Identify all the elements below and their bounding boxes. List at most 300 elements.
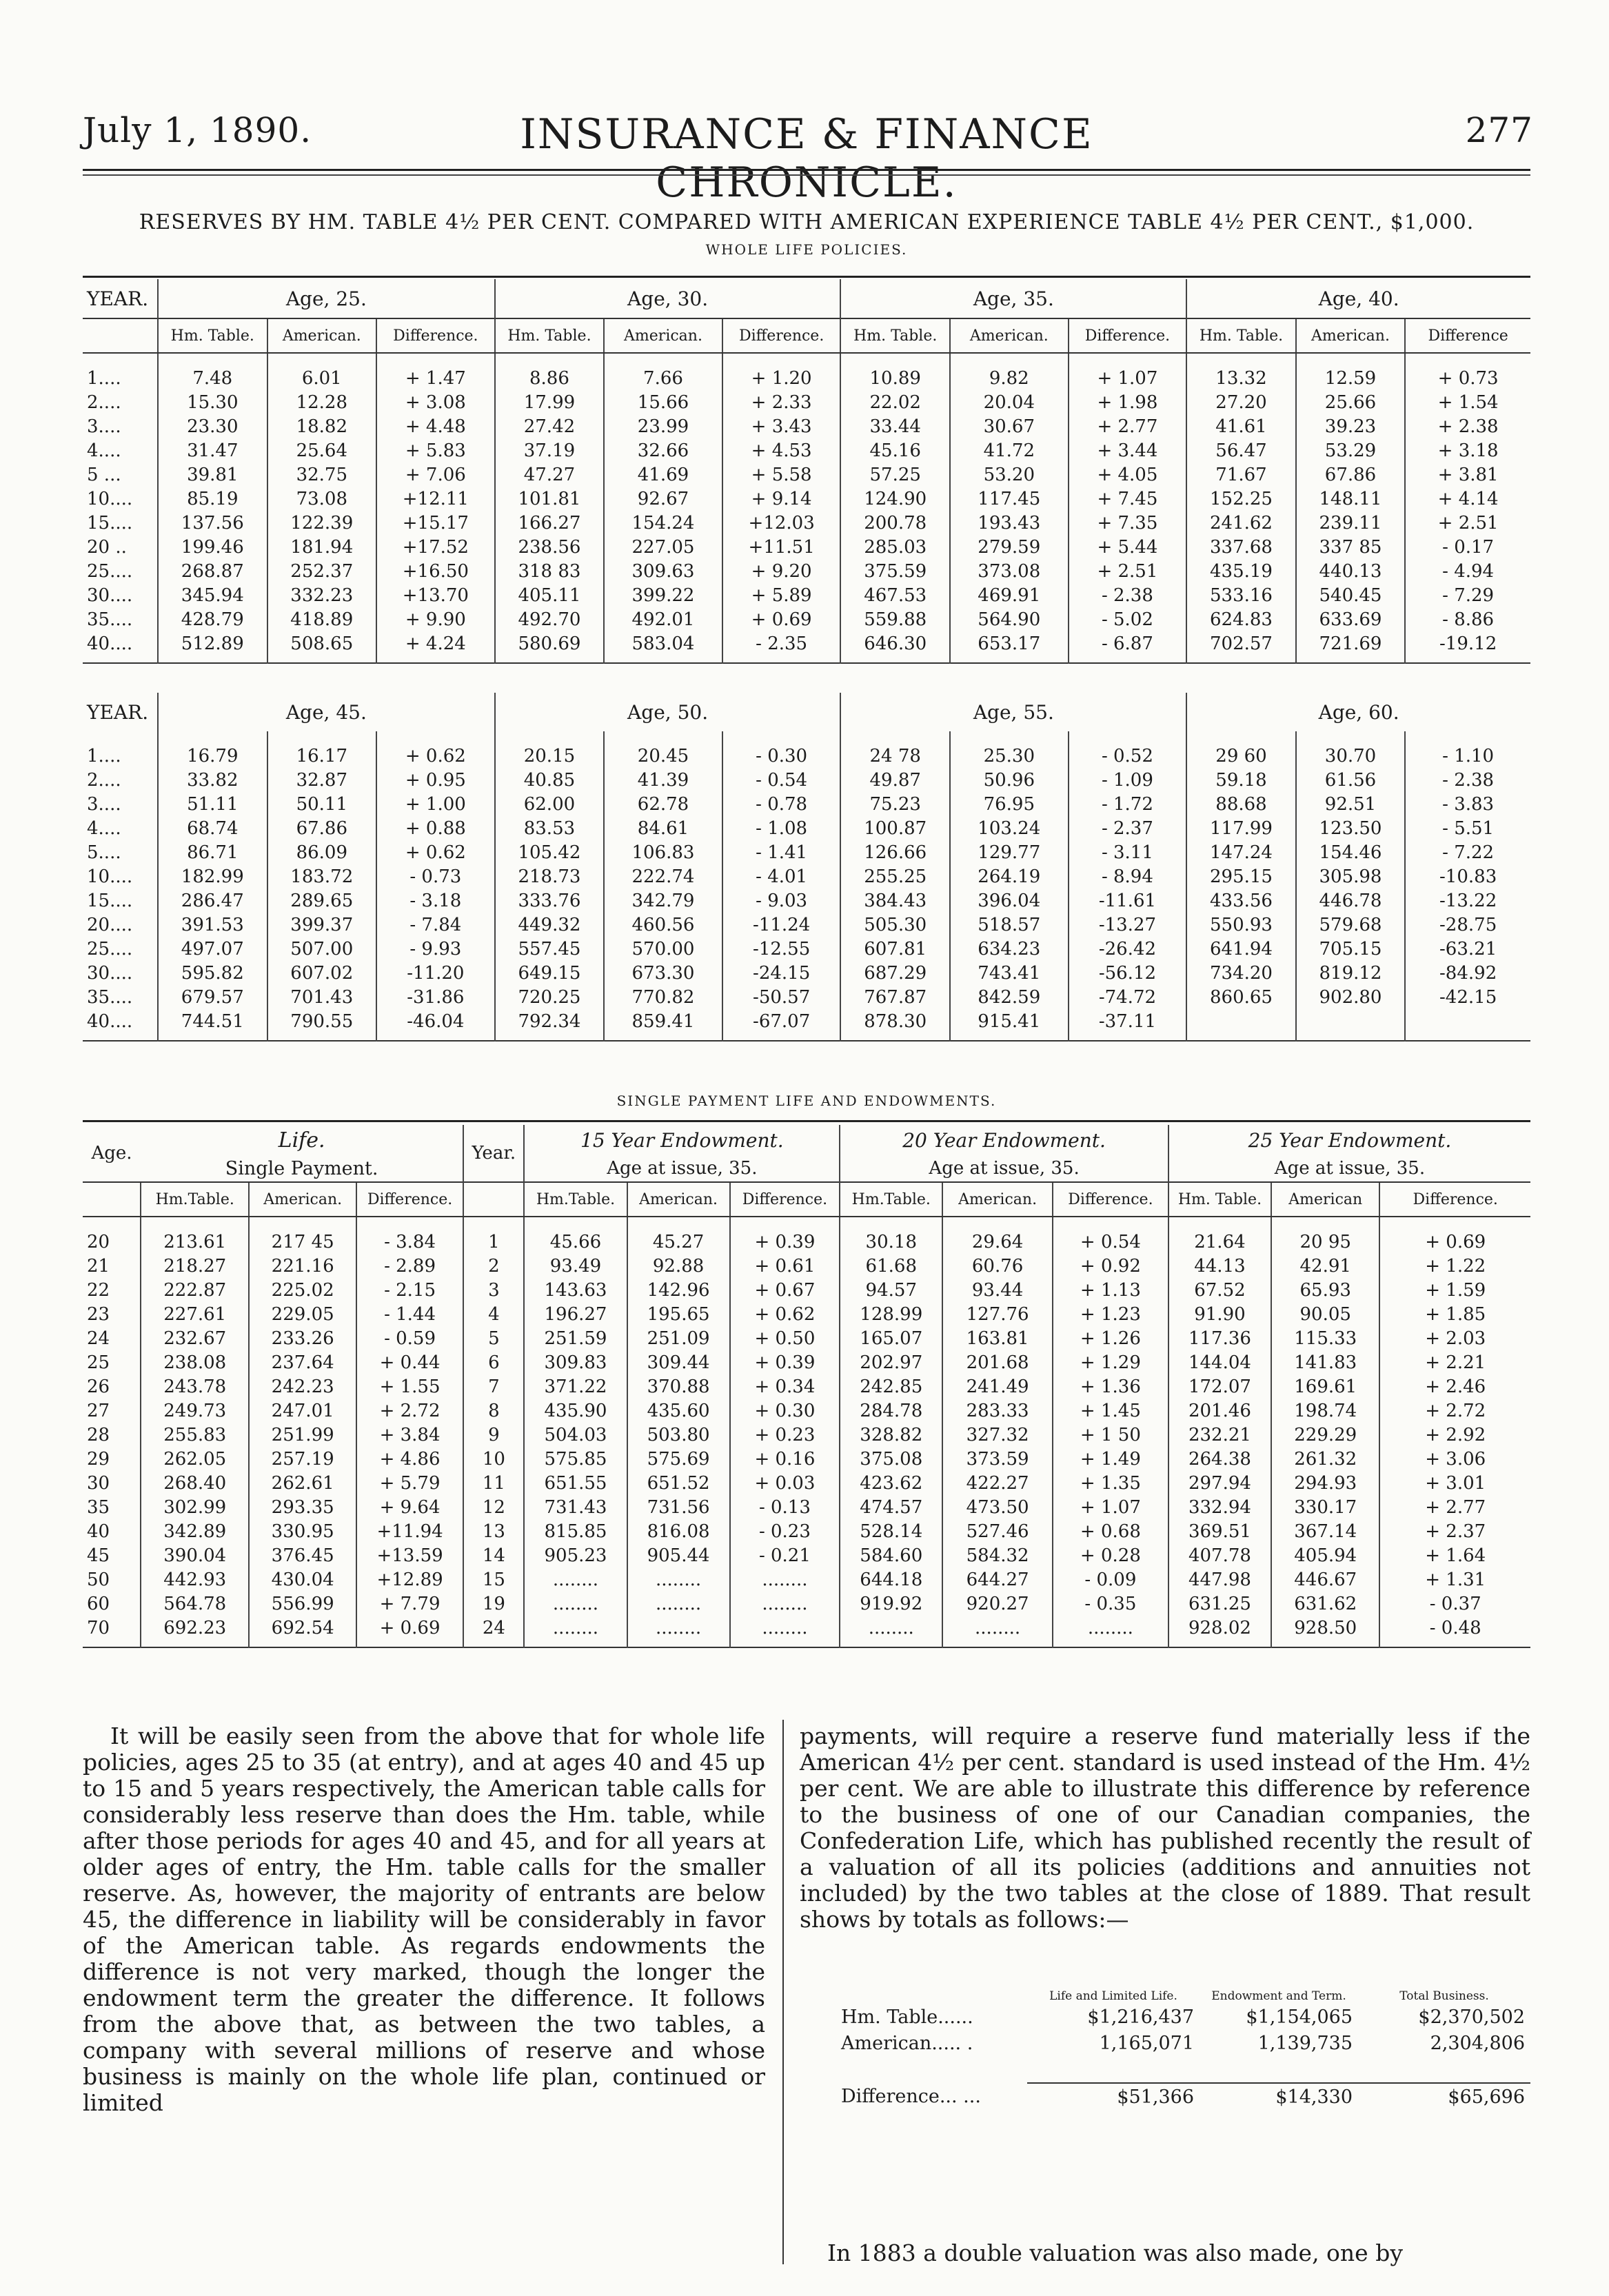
- table-cell: 920.27: [942, 1592, 1053, 1616]
- table-cell: +12.11: [376, 487, 495, 511]
- table-cell: + 2.51: [1405, 511, 1530, 535]
- table-cell: + 1.85: [1379, 1302, 1530, 1326]
- table-cell: 692.54: [249, 1616, 356, 1647]
- table-cell: 492.70: [495, 607, 605, 631]
- table-cell: 14: [463, 1543, 524, 1567]
- table-cell: 117.99: [1186, 816, 1296, 840]
- table-cell: - 6.87: [1069, 631, 1187, 663]
- table-cell: 6: [463, 1350, 524, 1374]
- table-cell: 251.99: [249, 1423, 356, 1447]
- table-cell: 227.05: [604, 535, 722, 559]
- table-cell: + 2.77: [1069, 414, 1187, 438]
- table-cell: 222.74: [604, 864, 722, 888]
- table-cell: 51.11: [158, 792, 267, 816]
- totals-value: $65,696: [1358, 2083, 1530, 2110]
- table-cell: - 0.13: [730, 1495, 840, 1519]
- page-number: 277: [1465, 110, 1533, 150]
- table-cell: 25.64: [267, 438, 377, 463]
- table-cell: + 0.30: [730, 1399, 840, 1423]
- table-cell: + 9.20: [722, 559, 841, 583]
- table-cell: - 0.54: [722, 768, 841, 792]
- table-cell: 238.08: [141, 1350, 249, 1374]
- table-cell: 435.60: [627, 1399, 730, 1423]
- table-row: [83, 1374, 1530, 1399]
- table-cell: 144.04: [1168, 1350, 1271, 1374]
- table-cell: + 2.21: [1379, 1350, 1530, 1374]
- table-cell: 559.88: [840, 607, 950, 631]
- table-cell: 447.98: [1168, 1567, 1271, 1592]
- table-cell: 27.42: [495, 414, 605, 438]
- table-cell: + 5.44: [1069, 535, 1187, 559]
- table-cell: 93.44: [942, 1278, 1053, 1302]
- table-cell: 550.93: [1186, 913, 1296, 937]
- table-cell: 731.43: [524, 1495, 627, 1519]
- column-header: Hm.Table.: [141, 1182, 249, 1217]
- row-label: 2....: [87, 392, 121, 413]
- table-cell: 701.43: [267, 985, 377, 1009]
- table-cell: 474.57: [840, 1495, 942, 1519]
- table-cell: + 2.92: [1379, 1423, 1530, 1447]
- table-cell: + 0.61: [730, 1254, 840, 1278]
- table-cell: - 0.37: [1379, 1592, 1530, 1616]
- table-cell: 11: [463, 1471, 524, 1495]
- table-cell: 94.57: [840, 1278, 942, 1302]
- table-row: [83, 985, 1530, 1009]
- table-row: [83, 1543, 1530, 1567]
- table-cell: 21.64: [1168, 1217, 1271, 1254]
- table-cell: 2: [463, 1254, 524, 1278]
- table-cell: -13.27: [1069, 913, 1187, 937]
- table-cell: + 7.06: [376, 463, 495, 487]
- group-title: 25 Year Endowment.: [1248, 1128, 1452, 1152]
- table-cell: 268.40: [141, 1471, 249, 1495]
- table-cell: 27.20: [1186, 390, 1296, 414]
- table-row: [83, 1567, 1530, 1592]
- table-cell: 584.60: [840, 1543, 942, 1567]
- table-cell: 16.17: [267, 731, 377, 768]
- table-cell: 143.63: [524, 1278, 627, 1302]
- row-label: 1....: [87, 367, 121, 389]
- table-cell: [1186, 1009, 1296, 1041]
- table-cell: 641.94: [1186, 937, 1296, 961]
- table-cell: + 0.39: [730, 1217, 840, 1254]
- totals-value: 1,165,071: [1099, 2032, 1194, 2054]
- table-cell: 37.19: [495, 438, 605, 463]
- table-cell: - 1.41: [722, 840, 841, 864]
- table-cell: 255.83: [141, 1423, 249, 1447]
- row-label: 45: [87, 1545, 110, 1566]
- table-cell: 7.66: [604, 353, 722, 390]
- table-cell: 20.45: [604, 731, 722, 768]
- table-cell: 289.65: [267, 888, 377, 913]
- table-cell: 405.11: [495, 583, 605, 607]
- table-cell: -11.20: [376, 961, 495, 985]
- totals-value: $2,370,502: [1418, 2006, 1525, 2028]
- table-cell: 405.94: [1271, 1543, 1379, 1567]
- table-cell: + 3.43: [722, 414, 841, 438]
- table-cell: + 0.54: [1053, 1217, 1168, 1254]
- table-cell: 41.39: [604, 768, 722, 792]
- table-row: [83, 792, 1530, 816]
- table-cell: + 0.23: [730, 1423, 840, 1447]
- row-label: 25....: [87, 560, 133, 582]
- table-cell: 261.32: [1271, 1447, 1379, 1471]
- table-cell: 399.37: [267, 913, 377, 937]
- table-cell: 816.08: [627, 1519, 730, 1543]
- table-cell: + 1.20: [722, 353, 841, 390]
- table-cell: 196.27: [524, 1302, 627, 1326]
- table-row: [83, 535, 1530, 559]
- table-cell: 390.04: [141, 1543, 249, 1567]
- table-cell: + 1 50: [1053, 1423, 1168, 1447]
- table-cell: +17.52: [376, 535, 495, 559]
- table-cell: 222.87: [141, 1278, 249, 1302]
- table-cell: 103.24: [950, 816, 1069, 840]
- table-cell: - 8.94: [1069, 864, 1187, 888]
- table-cell: 440.13: [1296, 559, 1406, 583]
- column-header: American.: [604, 318, 722, 353]
- table-cell: 47.27: [495, 463, 605, 487]
- table-cell: 147.24: [1186, 840, 1296, 864]
- table-row: [83, 390, 1530, 414]
- paragraph: payments, will require a reserve fund materially less if the American 4½ per cent. standard is used instead of the Hm. 4½ per cent. We are able to illustrate this difference by reference to the business of one of our Canadian companies, the Confederation Life, which has published recently the result of a valuation of all its policies (additions and annuities not included) by the two tables at the close of 1889. That result shows by totals as follows:—: [800, 1723, 1530, 1933]
- table-cell: + 0.16: [730, 1447, 840, 1471]
- table-cell: 579.68: [1296, 913, 1406, 937]
- table-cell: ........: [524, 1567, 627, 1592]
- table-cell: 45.27: [627, 1217, 730, 1254]
- table-cell: - 0.73: [376, 864, 495, 888]
- column-header: Hm.Table.: [524, 1182, 627, 1217]
- table-cell: + 3.01: [1379, 1471, 1530, 1495]
- table-cell: 201.46: [1168, 1399, 1271, 1423]
- table-cell: 505.30: [840, 913, 950, 937]
- table-cell: 242.85: [840, 1374, 942, 1399]
- table-row: [83, 1423, 1530, 1447]
- column-header: Hm. Table.: [158, 318, 267, 353]
- table-cell: - 2.37: [1069, 816, 1187, 840]
- table-cell: 31.47: [158, 438, 267, 463]
- table-cell: 92.51: [1296, 792, 1406, 816]
- row-label: 20....: [87, 914, 133, 935]
- table-cell: 39.81: [158, 463, 267, 487]
- table-caption: RESERVES BY HM. TABLE 4½ PER CENT. COMPARED WITH AMERICAN EXPERIENCE TABLE 4½ PER CENT., $1,000.: [139, 210, 1475, 234]
- table-cell: + 0.44: [356, 1350, 463, 1374]
- group-header: [1168, 1125, 1530, 1155]
- table-cell: 564.78: [141, 1592, 249, 1616]
- table-row: [83, 511, 1530, 535]
- table-cell: +11.51: [722, 535, 841, 559]
- row-label: 5....: [87, 842, 121, 863]
- table-cell: 68.74: [158, 816, 267, 840]
- table-cell: 634.23: [950, 937, 1069, 961]
- group-title: 15 Year Endowment.: [580, 1128, 784, 1152]
- table-cell: 928.02: [1168, 1616, 1271, 1647]
- table-cell: ........: [1053, 1616, 1168, 1647]
- table-cell: 318 83: [495, 559, 605, 583]
- table-row: [83, 1399, 1530, 1423]
- table-cell: 332.23: [267, 583, 377, 607]
- table-cell: 512.89: [158, 631, 267, 663]
- row-label: 3....: [87, 416, 121, 437]
- table-cell: 65.93: [1271, 1278, 1379, 1302]
- table-cell: - 5.02: [1069, 607, 1187, 631]
- table-cell: + 2.33: [722, 390, 841, 414]
- table-cell: 93.49: [524, 1254, 627, 1278]
- table-cell: - 2.35: [722, 631, 841, 663]
- table-cell: 218.27: [141, 1254, 249, 1278]
- table-cell: 649.15: [495, 961, 605, 985]
- table-cell: 148.11: [1296, 487, 1406, 511]
- table-cell: 200.78: [840, 511, 950, 535]
- table-cell: 67.86: [1296, 463, 1406, 487]
- table-cell: + 2.03: [1379, 1326, 1530, 1350]
- table-cell: +16.50: [376, 559, 495, 583]
- table-cell: -56.12: [1069, 961, 1187, 985]
- table-row: [83, 1217, 1530, 1254]
- table-cell: 117.36: [1168, 1326, 1271, 1350]
- table-cell: + 1.31: [1379, 1567, 1530, 1592]
- table-cell: 227.61: [141, 1302, 249, 1326]
- table-cell: 86.71: [158, 840, 267, 864]
- table-cell: - 0.17: [1405, 535, 1530, 559]
- table-cell: + 2.37: [1379, 1519, 1530, 1543]
- table-cell: 345.94: [158, 583, 267, 607]
- table-cell: 327.32: [942, 1423, 1053, 1447]
- table-subcaption: WHOLE LIFE POLICIES.: [705, 241, 908, 258]
- table-cell: -84.92: [1405, 961, 1530, 985]
- table-cell: 225.02: [249, 1278, 356, 1302]
- table-cell: 181.94: [267, 535, 377, 559]
- table-cell: 373.59: [942, 1447, 1053, 1471]
- table-cell: -74.72: [1069, 985, 1187, 1009]
- table-cell: - 2.38: [1405, 768, 1530, 792]
- table-cell: 41.61: [1186, 414, 1296, 438]
- row-label: 40....: [87, 1010, 133, 1032]
- group-title: 20 Year Endowment.: [902, 1128, 1106, 1152]
- table-cell: 580.69: [495, 631, 605, 663]
- table-cell: 302.99: [141, 1495, 249, 1519]
- table-row: [83, 731, 1530, 768]
- table-cell: 39.23: [1296, 414, 1406, 438]
- table-cell: 564.90: [950, 607, 1069, 631]
- table-cell: + 1.47: [376, 353, 495, 390]
- table-cell: 375.08: [840, 1447, 942, 1471]
- table-cell: ........: [524, 1616, 627, 1647]
- table-cell: 202.97: [840, 1350, 942, 1374]
- row-label: 15....: [87, 890, 133, 911]
- table-cell: 19: [463, 1592, 524, 1616]
- table-cell: + 1.55: [356, 1374, 463, 1399]
- table-cell: 651.52: [627, 1471, 730, 1495]
- table-cell: 928.50: [1271, 1616, 1379, 1647]
- table-row: [83, 353, 1530, 390]
- table-cell: 75.23: [840, 792, 950, 816]
- table-cell: - 7.84: [376, 913, 495, 937]
- column-header: Hm.Table.: [840, 1182, 942, 1217]
- table-cell: 767.87: [840, 985, 950, 1009]
- table-cell: 367.14: [1271, 1519, 1379, 1543]
- table-cell: 8: [463, 1399, 524, 1423]
- table-row: [83, 1326, 1530, 1350]
- table-cell: 7.48: [158, 353, 267, 390]
- table-row: [83, 840, 1530, 864]
- table-cell: 428.79: [158, 607, 267, 631]
- table-cell: 442.93: [141, 1567, 249, 1592]
- table-cell: - 2.15: [356, 1278, 463, 1302]
- row-label: 5 ...: [87, 464, 121, 485]
- table-cell: + 1.23: [1053, 1302, 1168, 1326]
- table-cell: 268.87: [158, 559, 267, 583]
- table-cell: 129.77: [950, 840, 1069, 864]
- table-cell: + 2.72: [356, 1399, 463, 1423]
- table-cell: + 1.45: [1053, 1399, 1168, 1423]
- single-payment-table: [83, 1125, 1530, 1648]
- table-cell: + 2.51: [1069, 559, 1187, 583]
- row-label: 26: [87, 1376, 110, 1397]
- table-cell: 232.21: [1168, 1423, 1271, 1447]
- age-header: Age.: [91, 1143, 132, 1164]
- table-cell: 859.41: [604, 1009, 722, 1041]
- table-cell: 233.26: [249, 1326, 356, 1350]
- table-cell: 193.43: [950, 511, 1069, 535]
- table-cell: + 4.53: [722, 438, 841, 463]
- table-cell: 238.56: [495, 535, 605, 559]
- table-cell: 446.78: [1296, 888, 1406, 913]
- row-label: 27: [87, 1400, 110, 1421]
- table-cell: 12.28: [267, 390, 377, 414]
- table-cell: - 1.44: [356, 1302, 463, 1326]
- table-cell: 12.59: [1296, 353, 1406, 390]
- row-label: 35....: [87, 986, 133, 1008]
- totals-header: Life and Limited Life.: [1049, 1989, 1177, 2003]
- table-cell: 449.32: [495, 913, 605, 937]
- table-cell: 842.59: [950, 985, 1069, 1009]
- table-row: [83, 631, 1530, 663]
- table-cell: 607.81: [840, 937, 950, 961]
- row-label: 25: [87, 1352, 110, 1373]
- table-cell: 241.49: [942, 1374, 1053, 1399]
- table-cell: 264.19: [950, 864, 1069, 888]
- table-cell: 123.50: [1296, 816, 1406, 840]
- table-row: [83, 487, 1530, 511]
- table-cell: + 4.86: [356, 1447, 463, 1471]
- table-row: [83, 1447, 1530, 1471]
- table-cell: - 5.51: [1405, 816, 1530, 840]
- table-cell: 631.25: [1168, 1592, 1271, 1616]
- column-header: Hm. Table.: [1168, 1182, 1271, 1217]
- table-cell: + 3.81: [1405, 463, 1530, 487]
- table-cell: 293.35: [249, 1495, 356, 1519]
- table-cell: + 1.07: [1069, 353, 1187, 390]
- table-cell: -11.24: [722, 913, 841, 937]
- table-cell: 262.05: [141, 1447, 249, 1471]
- row-label: 40: [87, 1521, 110, 1542]
- paragraph: In 1883 a double valuation was also made, one by: [827, 2239, 1403, 2266]
- table-cell: 607.02: [267, 961, 377, 985]
- table-cell: 53.29: [1296, 438, 1406, 463]
- table-cell: 624.83: [1186, 607, 1296, 631]
- table-cell: 243.78: [141, 1374, 249, 1399]
- table-cell: 29.64: [942, 1217, 1053, 1254]
- table-cell: 815.85: [524, 1519, 627, 1543]
- table-cell: 391.53: [158, 913, 267, 937]
- table-cell: 734.20: [1186, 961, 1296, 985]
- column-header: Hm. Table.: [840, 318, 950, 353]
- table-cell: 631.62: [1271, 1592, 1379, 1616]
- table-cell: 115.33: [1271, 1326, 1379, 1350]
- table-cell: + 3.06: [1379, 1447, 1530, 1471]
- table-cell: 467.53: [840, 583, 950, 607]
- group-title: Life.: [278, 1128, 325, 1152]
- column-header: American.: [1296, 318, 1406, 353]
- table-cell: 41.72: [950, 438, 1069, 463]
- group-header: Age, 60.: [1186, 693, 1530, 731]
- table-cell: - 2.38: [1069, 583, 1187, 607]
- table-cell: 60.76: [942, 1254, 1053, 1278]
- table-cell: + 1.59: [1379, 1278, 1530, 1302]
- row-label: 40....: [87, 633, 133, 654]
- table-cell: + 0.95: [376, 768, 495, 792]
- table-cell: 61.68: [840, 1254, 942, 1278]
- table-cell: 4: [463, 1302, 524, 1326]
- table-cell: 644.18: [840, 1567, 942, 1592]
- table-cell: 342.89: [141, 1519, 249, 1543]
- table-cell: 239.11: [1296, 511, 1406, 535]
- group-header: Age, 35.: [840, 279, 1186, 318]
- section-caption: SINGLE PAYMENT LIFE AND ENDOWMENTS.: [616, 1093, 997, 1109]
- table-cell: 20.04: [950, 390, 1069, 414]
- table-row: [83, 607, 1530, 631]
- table-cell: - 7.22: [1405, 840, 1530, 864]
- row-label: 22: [87, 1279, 110, 1301]
- table-cell: 154.24: [604, 511, 722, 535]
- table-cell: 570.00: [604, 937, 722, 961]
- table-row: [83, 1495, 1530, 1519]
- table-cell: 905.23: [524, 1543, 627, 1567]
- table-cell: 744.51: [158, 1009, 267, 1041]
- column-header: American.: [267, 318, 377, 353]
- table-cell: - 9.93: [376, 937, 495, 961]
- valuation-totals-table: [813, 1989, 1530, 2110]
- table-cell: 15.30: [158, 390, 267, 414]
- table-cell: -28.75: [1405, 913, 1530, 937]
- table-cell: 915.41: [950, 1009, 1069, 1041]
- table-row: [83, 1471, 1530, 1495]
- table-cell: + 1.07: [1053, 1495, 1168, 1519]
- table-cell: 53.20: [950, 463, 1069, 487]
- table-cell: 492.01: [604, 607, 722, 631]
- table-cell: 595.82: [158, 961, 267, 985]
- table-cell: 71.67: [1186, 463, 1296, 487]
- table-cell: 20 95: [1271, 1217, 1379, 1254]
- table-cell: 76.95: [950, 792, 1069, 816]
- table-cell: 25.66: [1296, 390, 1406, 414]
- column-divider: [782, 1720, 784, 2264]
- table-cell: +15.17: [376, 511, 495, 535]
- table-cell: 13: [463, 1519, 524, 1543]
- table-cell: 15.66: [604, 390, 722, 414]
- table-row: [83, 1009, 1530, 1041]
- table-cell: + 0.28: [1053, 1543, 1168, 1567]
- table-cell: + 0.62: [376, 731, 495, 768]
- table-cell: 679.57: [158, 985, 267, 1009]
- table-cell: - 0.35: [1053, 1592, 1168, 1616]
- row-label: 70: [87, 1617, 110, 1638]
- table-cell: 83.53: [495, 816, 605, 840]
- table-cell: 59.18: [1186, 768, 1296, 792]
- table-cell: 124.90: [840, 487, 950, 511]
- table-cell: 247.01: [249, 1399, 356, 1423]
